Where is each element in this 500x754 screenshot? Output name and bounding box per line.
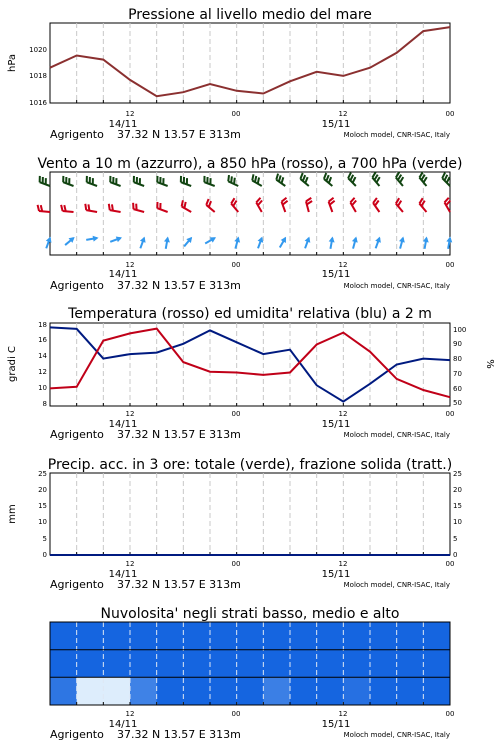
temperature-x-tick: 00 — [232, 410, 241, 418]
wind-barb-700hpa-feather — [228, 175, 229, 181]
cloud-date-label: 14/11 — [109, 719, 138, 730]
temperature-location-coords: 37.32 N 13.57 E 313m — [117, 428, 241, 441]
cloud-cell — [263, 650, 290, 678]
cloud-title: Nuvolosita' negli strati basso, medio e alto — [101, 606, 400, 622]
cloud-cell — [263, 677, 290, 705]
wind-barb-700hpa — [40, 176, 50, 186]
cloud-cell — [317, 622, 344, 650]
temperature-y-tick: 8 — [43, 400, 47, 408]
wind-barb-700hpa-feather — [258, 178, 259, 184]
temperature-x-tick: 00 — [446, 410, 455, 418]
precipitation-y-tick-right: 15 — [453, 502, 462, 510]
precipitation-x-tick: 12 — [339, 560, 348, 568]
wind-barb-850hpa-feather — [88, 204, 89, 210]
temperature-title: Temperatura (rosso) ed umidita' relativa (blu) a 2 m — [67, 306, 432, 322]
cloud-model-credit: Moloch model, CNR-ISAC, Italy — [344, 731, 450, 739]
precipitation-location-coords: 37.32 N 13.57 E 313m — [117, 578, 241, 591]
pressure-title: Pressione al livello medio del mare — [128, 7, 372, 23]
cloud-cell — [77, 622, 104, 650]
pressure-plot-frame — [50, 23, 450, 103]
cloud-cell — [423, 622, 450, 650]
precipitation-x-tick: 12 — [126, 560, 135, 568]
humidity-y-tick: 80 — [453, 355, 462, 363]
cloud-cell — [423, 650, 450, 678]
precipitation-y-label: mm — [7, 504, 18, 523]
wind-barb-700hpa-feather — [234, 178, 235, 184]
cloud-cell — [237, 677, 264, 705]
precipitation-y-tick-right: 10 — [453, 518, 462, 526]
humidity-y-label: % — [484, 359, 495, 369]
pressure-x-tick: 00 — [232, 110, 241, 118]
cloud-cell — [210, 622, 237, 650]
precipitation-x-tick: 00 — [446, 560, 455, 568]
cloud-cell — [290, 650, 317, 678]
cloud-x-tick: 00 — [232, 710, 241, 718]
cloud-cell — [130, 677, 157, 705]
precipitation-date-label: 14/11 — [109, 569, 138, 580]
temperature-date-label: 14/11 — [109, 419, 138, 430]
pressure-location-coords: 37.32 N 13.57 E 313m — [117, 128, 241, 141]
pressure-date-label: 14/11 — [109, 119, 138, 130]
precipitation-y-tick: 10 — [38, 518, 47, 526]
cloud-cell — [237, 622, 264, 650]
temperature-y-tick: 12 — [38, 368, 47, 376]
cloud-cell — [397, 650, 424, 678]
cloud-cell — [370, 622, 397, 650]
wind-barb-850hpa — [38, 205, 50, 212]
precipitation-y-tick: 0 — [43, 551, 47, 559]
wind-x-tick: 12 — [126, 261, 135, 269]
cloud-cell — [157, 622, 184, 650]
cloud-cell — [103, 622, 130, 650]
precipitation-y-tick: 25 — [38, 470, 47, 478]
cloud-cell — [50, 650, 77, 678]
temperature-location-name: Agrigento — [50, 428, 104, 441]
wind-barb-700hpa-feather — [255, 176, 256, 182]
cloud-cell — [77, 650, 104, 678]
humidity-y-tick: 90 — [453, 340, 462, 348]
wind-barb-850hpa-shaft — [39, 211, 50, 212]
humidity-y-tick: 70 — [453, 370, 462, 378]
precipitation-y-tick-right: 5 — [453, 535, 457, 543]
cloud-cell — [183, 677, 210, 705]
precipitation-y-tick-right: 20 — [453, 486, 462, 494]
pressure-y-tick: 1020 — [29, 46, 47, 54]
pressure-panel — [7, 7, 454, 141]
cloud-cell — [370, 677, 397, 705]
wind-location-coords: 37.32 N 13.57 E 313m — [117, 279, 241, 292]
cloud-cell — [317, 650, 344, 678]
pressure-y-tick: 1016 — [29, 99, 47, 107]
cloud-cell — [370, 650, 397, 678]
temperature-y-tick: 10 — [38, 384, 47, 392]
pressure-y-tick: 1018 — [29, 72, 47, 80]
cloud-cell — [343, 677, 370, 705]
cloud-panel — [50, 606, 454, 741]
wind-date-label: 15/11 — [322, 269, 351, 280]
pressure-model-credit: Moloch model, CNR-ISAC, Italy — [344, 131, 450, 139]
wind-barb-850hpa-feather — [182, 200, 183, 206]
wind-title: Vento a 10 m (azzurro), a 850 hPa (rosso), a 700 hPa (verde) — [37, 156, 462, 172]
precipitation-y-tick: 5 — [43, 535, 47, 543]
wind-date-label: 14/11 — [109, 269, 138, 280]
cloud-x-tick: 12 — [339, 710, 348, 718]
cloud-date-label: 15/11 — [322, 719, 351, 730]
cloud-location-name: Agrigento — [50, 728, 104, 741]
humidity-y-tick: 60 — [453, 385, 462, 393]
pressure-location-name: Agrigento — [50, 128, 104, 141]
temperature-x-tick: 12 — [339, 410, 348, 418]
cloud-x-tick: 12 — [126, 710, 135, 718]
precipitation-y-tick-right: 0 — [453, 551, 457, 559]
precipitation-title: Precip. acc. in 3 ore: totale (verde), frazione solida (tratt.) — [48, 457, 452, 473]
cloud-cell — [343, 650, 370, 678]
pressure-x-tick: 12 — [339, 110, 348, 118]
cloud-cell — [210, 677, 237, 705]
wind-barb-850hpa-shaft — [63, 211, 74, 212]
wind-barb-850hpa-feather — [38, 205, 39, 211]
wind-x-tick: 00 — [446, 261, 455, 269]
cloud-cell — [290, 622, 317, 650]
cloud-cell — [50, 622, 77, 650]
cloud-cell — [397, 622, 424, 650]
temperature-panel — [7, 306, 495, 441]
cloud-cell — [157, 650, 184, 678]
precipitation-plot-frame — [50, 473, 450, 555]
cloud-cell — [183, 622, 210, 650]
wind-barb-850hpa-feather — [85, 204, 86, 210]
cloud-x-tick: 00 — [446, 710, 455, 718]
precipitation-location-name: Agrigento — [50, 578, 104, 591]
pressure-x-tick: 00 — [446, 110, 455, 118]
precipitation-y-tick: 15 — [38, 502, 47, 510]
cloud-cell — [183, 650, 210, 678]
cloud-location-coords: 37.32 N 13.57 E 313m — [117, 728, 241, 741]
wind-barb-700hpa-feather — [231, 176, 232, 182]
pressure-y-label: hPa — [7, 54, 18, 72]
wind-barb-850hpa-feather — [112, 204, 113, 210]
wind-barb-850hpa-feather — [184, 202, 185, 208]
wind-panel — [37, 156, 462, 292]
humidity-y-tick: 100 — [453, 326, 466, 334]
cloud-cell — [237, 650, 264, 678]
temperature-y-label: gradi C — [7, 346, 18, 382]
cloud-cell — [77, 677, 104, 705]
precipitation-panel — [7, 457, 462, 591]
temperature-x-tick: 12 — [126, 410, 135, 418]
precipitation-date-label: 15/11 — [322, 569, 351, 580]
cloud-cell — [210, 650, 237, 678]
temperature-plot-frame — [50, 323, 450, 406]
precipitation-x-tick: 00 — [232, 560, 241, 568]
temperature-y-tick: 16 — [38, 336, 47, 344]
pressure-date-label: 15/11 — [322, 119, 351, 130]
cloud-cell — [263, 622, 290, 650]
cloud-cell — [343, 622, 370, 650]
wind-plot-frame — [50, 172, 450, 255]
cloud-cell — [130, 622, 157, 650]
cloud-cell — [423, 677, 450, 705]
precipitation-model-credit: Moloch model, CNR-ISAC, Italy — [344, 581, 450, 589]
temperature-date-label: 15/11 — [322, 419, 351, 430]
cloud-cell — [50, 677, 77, 705]
wind-x-tick: 12 — [339, 261, 348, 269]
cloud-cell — [103, 677, 130, 705]
wind-model-credit: Moloch model, CNR-ISAC, Italy — [344, 282, 450, 290]
wind-x-tick: 00 — [232, 261, 241, 269]
temperature-y-tick: 18 — [38, 321, 47, 329]
precipitation-y-tick-right: 25 — [453, 470, 462, 478]
cloud-cell — [130, 650, 157, 678]
wind-location-name: Agrigento — [50, 279, 104, 292]
cloud-cell — [103, 650, 130, 678]
cloud-cells — [50, 622, 451, 706]
temperature-model-credit: Moloch model, CNR-ISAC, Italy — [344, 431, 450, 439]
wind-barb-850hpa-feather — [109, 204, 110, 210]
cloud-cell — [157, 677, 184, 705]
pressure-x-tick: 12 — [126, 110, 135, 118]
cloud-cell — [317, 677, 344, 705]
wind-barb-700hpa-feather — [252, 174, 253, 180]
humidity-y-tick: 50 — [453, 399, 462, 407]
cloud-cell — [290, 677, 317, 705]
cloud-cell — [397, 677, 424, 705]
precipitation-y-tick: 20 — [38, 486, 47, 494]
temperature-y-tick: 14 — [38, 352, 47, 360]
